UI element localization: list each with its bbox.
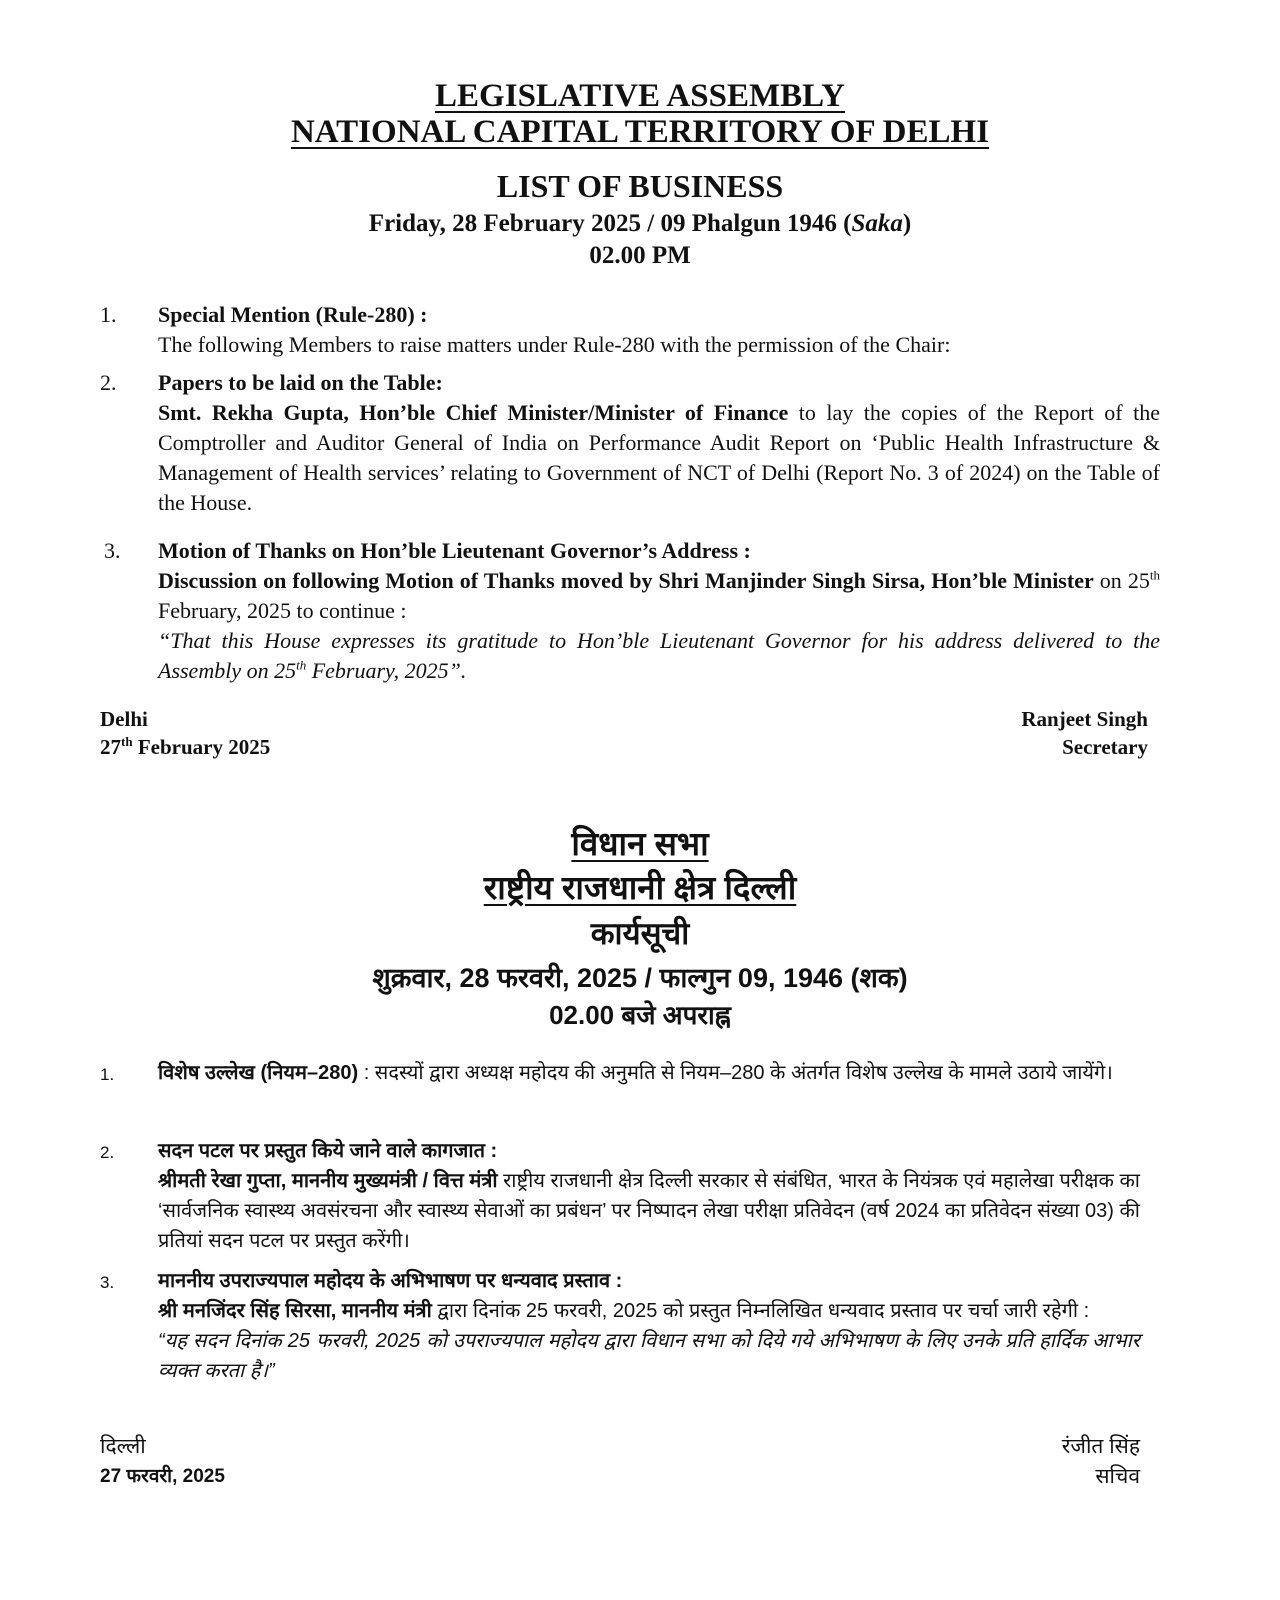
item-text: The following Members to raise matters under Rule-280 with the permission of the Chair: xyxy=(158,332,951,357)
issue-date: 27th February 2025 xyxy=(100,734,271,759)
signatory-name: रंजीत सिंह xyxy=(1061,1435,1140,1458)
place: दिल्ली xyxy=(100,1435,146,1458)
business-item-3 xyxy=(100,536,1160,686)
hindi-assembly-title: विधान सभा xyxy=(571,825,709,862)
motion-quote: “यह सदन दिनांक 25 फरवरी, 2025 को उपराज्यपाल महोदय द्वारा विधान सभा को दिये गये अभिभाषण के लिए उनके प्रति हार्दिक आभार व्यक्त करता है।” xyxy=(158,1330,1140,1382)
signatory-title: सचिव xyxy=(1095,1465,1140,1488)
business-item-1 xyxy=(100,300,1160,360)
hindi-signatory xyxy=(1062,1432,1140,1492)
business-item-2 xyxy=(100,368,1160,518)
list-of-business-heading: LIST OF BUSINESS xyxy=(496,168,784,204)
motion-quote: “That this House expresses its gratitude to Hon’ble Lieutenant Governor for his address delivered to the Assembly on 25th February, 2025”. xyxy=(158,628,1160,683)
item-heading: सदन पटल पर प्रस्तुत किये जाने वाले कागजात : xyxy=(158,1140,498,1162)
place-and-date xyxy=(100,705,270,761)
item-number: 3. xyxy=(104,538,121,563)
item-text: Discussion on following Motion of Thanks moved by Shri Manjinder Singh Sirsa, Hon’ble Minister on 25th February, 2025 to continue : xyxy=(158,567,1161,623)
item-text: विशेष उल्लेख (नियम–280) : सदस्यों द्वारा अध्यक्ष महोदय की अनुमति से नियम–280 के अंतर्गत विशेष उल्लेख के मामले उठाये जायेंगे। xyxy=(158,1062,1113,1084)
item-heading: Special Mention (Rule-280) : xyxy=(158,302,428,327)
hindi-list-of-business-heading: कार्यसूची xyxy=(590,916,690,951)
issue-date: 27 फरवरी, 2025 xyxy=(100,1466,225,1487)
territory-title: NATIONAL CAPITAL TERRITORY OF DELHI xyxy=(290,114,990,150)
session-time: 02.00 PM xyxy=(589,242,691,269)
hindi-business-item-2 xyxy=(100,1136,1140,1256)
item-heading: Papers to be laid on the Table: xyxy=(158,370,443,395)
hindi-territory-title: राष्ट्रीय राजधानी क्षेत्र दिल्ली xyxy=(483,869,797,906)
item-text: Smt. Rekha Gupta, Hon’ble Chief Minister/Minister of Finance to lay the copies of the Report of the Comptroller and Auditor General of India on Performance Audit Report on ‘Public Health Infrastructure & Management of Health services’ relating to Government of NCT of Delhi (Report No. 3 of 2024) on the Table of the House. xyxy=(158,400,1160,515)
item-number: 1. xyxy=(100,302,117,327)
hindi-session-date: शुक्रवार, 28 फरवरी, 2025 / फाल्गुन 09, 1946 (शक) xyxy=(372,963,908,993)
item-number: 2. xyxy=(100,1143,115,1162)
item-number: 2. xyxy=(100,370,117,395)
session-date: Friday, 28 February 2025 / 09 Phalgun 1946 (Saka) xyxy=(368,210,912,237)
signatory-title: Secretary xyxy=(1062,735,1148,759)
signatory xyxy=(1021,705,1148,761)
item-number: 3. xyxy=(100,1273,115,1292)
item-heading: माननीय उपराज्यपाल महोदय के अभिभाषण पर धन्यवाद प्रस्ताव : xyxy=(158,1270,623,1292)
place: Delhi xyxy=(100,707,148,731)
assembly-title: LEGISLATIVE ASSEMBLY xyxy=(435,78,845,114)
item-number: 1. xyxy=(100,1065,115,1084)
hindi-place-and-date xyxy=(100,1432,225,1492)
signatory-name: Ranjeet Singh xyxy=(1021,707,1148,731)
hindi-business-item-1 xyxy=(100,1058,1140,1088)
hindi-business-item-3 xyxy=(100,1266,1140,1386)
item-text: श्री मनजिंदर सिंह सिरसा, माननीय मंत्री द्वारा दिनांक 25 फरवरी, 2025 को प्रस्तुत निम्नलिखित धन्यवाद प्रस्ताव पर चर्चा जारी रहेगी : xyxy=(158,1300,1090,1322)
hindi-session-time: 02.00 बजे अपराह्न xyxy=(549,1000,731,1030)
item-text: श्रीमती रेखा गुप्ता, माननीय मुख्यमंत्री / वित्त मंत्री राष्ट्रीय राजधानी क्षेत्र दिल्ली सरकार से संबंधित, भारत के नियंत्रक एवं महालेखा परीक्षक का ‘सार्वजनिक स्वास्थ्य अवसंरचना और स्वास्थ्य सेवाओं का प्रबंधन’ पर निष्पादन लेखा परीक्षा प्रतिवेदन (वर्ष 2024 का प्रतिवेदन संख्या 03) की प्रतियां सदन पटल पर प्रस्तुत करेंगी। xyxy=(158,1170,1140,1252)
item-heading: Motion of Thanks on Hon’ble Lieutenant Governor’s Address : xyxy=(158,538,751,563)
